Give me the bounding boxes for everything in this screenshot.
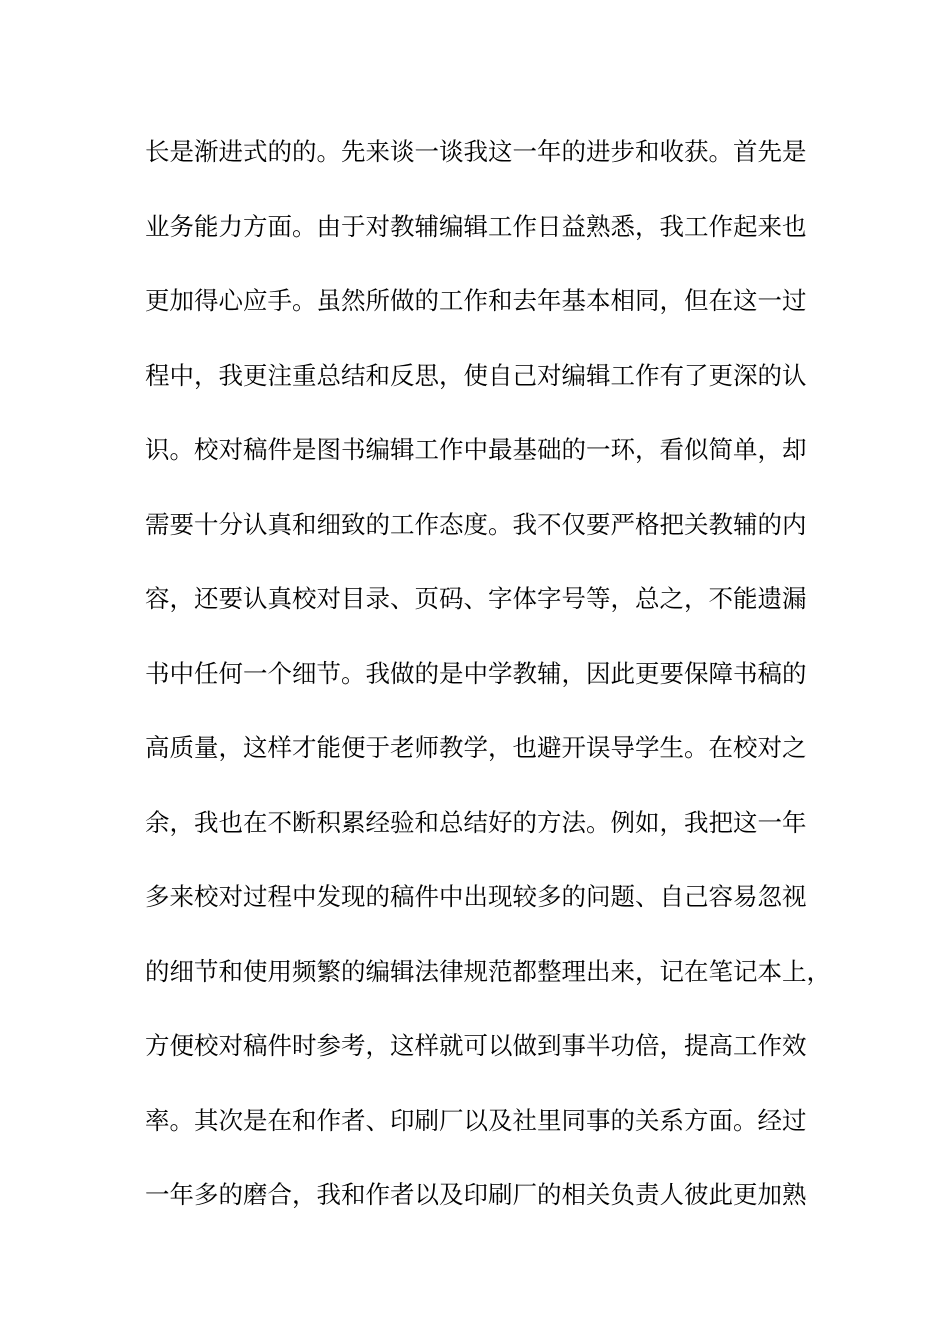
text-line: 一年多的磨合，我和作者以及印刷厂的相关负责人彼此更加熟: [145, 1180, 807, 1209]
text-line: 业务能力方面。由于对教辅编辑工作日益熟悉，我工作起来也: [145, 211, 807, 241]
text-line: 更加得心应手。虽然所做的工作和去年基本相同，但在这一过: [145, 286, 807, 315]
body-text: [145, 131, 831, 1249]
text-line: 长是渐进式的的。先来谈一谈我这一年的进步和收获。首先是: [145, 137, 807, 166]
text-line: 容，还要认真校对目录、页码、字体字号等，总之，不能遗漏: [145, 584, 807, 613]
text-line: 需要十分认真和细致的工作态度。我不仅要严格把关教辅的内: [145, 509, 807, 539]
text-line: 率。其次是在和作者、印刷厂以及社里同事的关系方面。经过: [145, 1105, 807, 1135]
text-line: 书中任何一个细节。我做的是中学教辅，因此更要保障书稿的: [145, 658, 807, 688]
text-line: 余，我也在不断积累经验和总结好的方法。例如，我把这一年: [145, 807, 807, 837]
text-line: 识。校对稿件是图书编辑工作中最基础的一环，看似简单，却: [145, 435, 807, 464]
text-line: 高质量，这样才能便于老师教学，也避开误导学生。在校对之: [145, 733, 807, 762]
text-line: 方便校对稿件时参考，这样就可以做到事半功倍，提高工作效: [145, 1031, 807, 1060]
text-line: 的细节和使用频繁的编辑法律规范都整理出来，记在笔记本上，: [145, 956, 831, 986]
text-line: 程中，我更注重总结和反思，使自己对编辑工作有了更深的认: [145, 360, 807, 390]
text-line: 多来校对过程中发现的稿件中出现较多的问题、自己容易忽视: [145, 882, 807, 911]
